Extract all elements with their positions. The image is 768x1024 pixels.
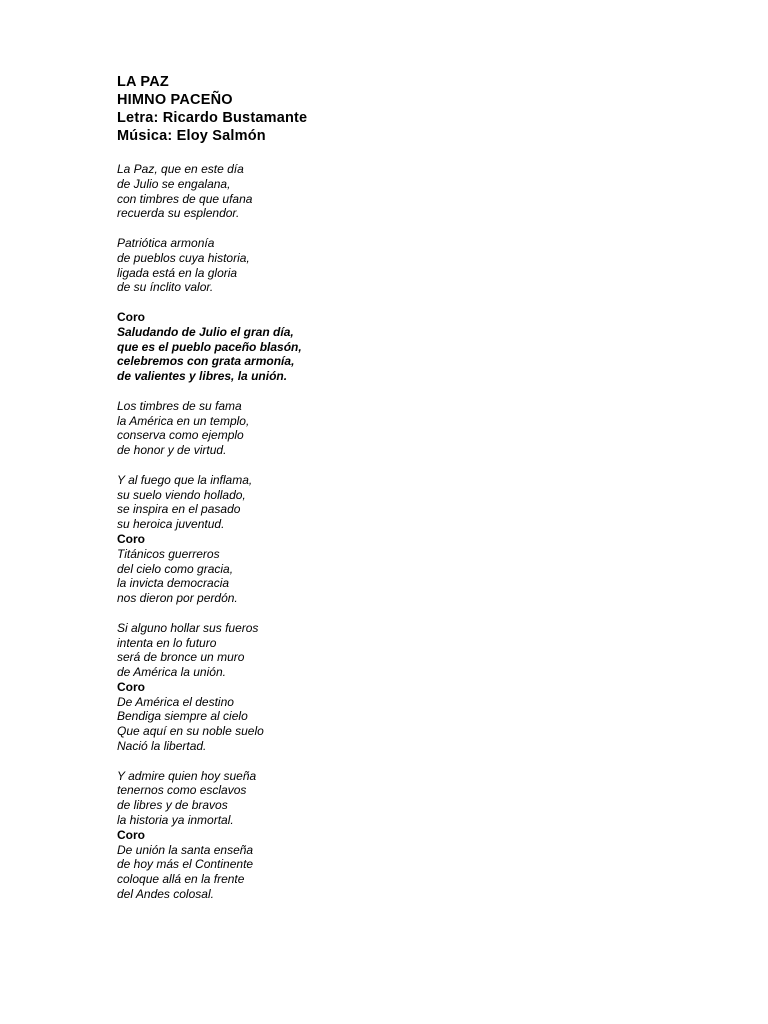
verse-line: intenta en lo futuro	[117, 635, 217, 650]
verse-line: de Julio se engalana,	[117, 176, 231, 191]
verse-line: Patriótica armonía	[117, 235, 215, 250]
verse-line: de honor y de virtud.	[117, 443, 227, 458]
verse-line: Si alguno hollar sus fueros	[117, 620, 259, 635]
verse-line: Titánicos guerreros	[117, 546, 220, 561]
chorus-line: de valientes y libres, la unión.	[117, 369, 288, 384]
chorus-heading: Coro	[117, 827, 145, 842]
chorus-line: Saludando de Julio el gran día,	[117, 324, 294, 339]
verse-line: de pueblos cuya historia,	[117, 250, 250, 265]
verse-line: Bendiga siempre al cielo	[117, 709, 248, 724]
verse-line: su heroica juventud.	[117, 517, 225, 532]
verse-line: Y admire quien hoy sueña	[117, 768, 257, 783]
lyrics-credit: Letra: Ricardo Bustamante	[117, 110, 308, 126]
verse-line: de libres y de bravos	[117, 798, 228, 813]
verse-line: coloque allá en la frente	[117, 872, 245, 887]
verse-line: de hoy más el Continente	[117, 857, 254, 872]
verse-line: se inspira en el pasado	[117, 502, 241, 517]
stanza-gap	[117, 221, 302, 236]
subtitle: HIMNO PACEÑO	[117, 92, 233, 108]
stanza-gap	[117, 458, 302, 473]
verse-line: Los timbres de su fama	[117, 398, 242, 413]
document-header	[117, 73, 307, 145]
verse-line: Que aquí en su noble suelo	[117, 724, 264, 739]
stanza-gap	[117, 754, 302, 769]
music-credit: Música: Eloy Salmón	[117, 128, 266, 144]
chorus-line: que es el pueblo paceño blasón,	[117, 339, 302, 354]
verse-line: tenernos como esclavos	[117, 783, 247, 798]
verse-line: Nació la libertad.	[117, 739, 207, 754]
verse-line: con timbres de que ufana	[117, 191, 253, 206]
verse-line: La Paz, que en este día	[117, 162, 244, 176]
verse-line: Y al fuego que la inflama,	[117, 472, 253, 487]
stanza-gap	[117, 384, 302, 399]
chorus-heading: Coro	[117, 531, 145, 546]
stanza-gap	[117, 606, 302, 621]
chorus-heading: Coro	[117, 309, 145, 324]
title: LA PAZ	[117, 74, 169, 90]
verse-line: De América el destino	[117, 694, 234, 709]
verse-line: De unión la santa enseña	[117, 842, 254, 857]
chorus-heading: Coro	[117, 679, 145, 694]
lyrics-body	[117, 162, 302, 902]
verse-line: su suelo viendo hollado,	[117, 487, 246, 502]
verse-line: será de bronce un muro	[117, 650, 245, 665]
verse-line: de su ínclito valor.	[117, 280, 214, 295]
verse-line: ligada está en la gloria	[117, 265, 238, 280]
verse-line: del cielo como gracia,	[117, 561, 234, 576]
verse-line: la América en un templo,	[117, 413, 250, 428]
verse-line: recuerda su esplendor.	[117, 206, 240, 221]
verse-line: de América la unión.	[117, 665, 226, 680]
verse-line: conserva como ejemplo	[117, 428, 244, 443]
verse-line: la invicta democracia	[117, 576, 230, 591]
chorus-line: celebremos con grata armonía,	[117, 354, 295, 369]
verse-line: la historia ya inmortal.	[117, 813, 234, 828]
verse-line: del Andes colosal.	[117, 887, 214, 902]
stanza-gap	[117, 295, 302, 310]
verse-line: nos dieron por perdón.	[117, 591, 238, 606]
